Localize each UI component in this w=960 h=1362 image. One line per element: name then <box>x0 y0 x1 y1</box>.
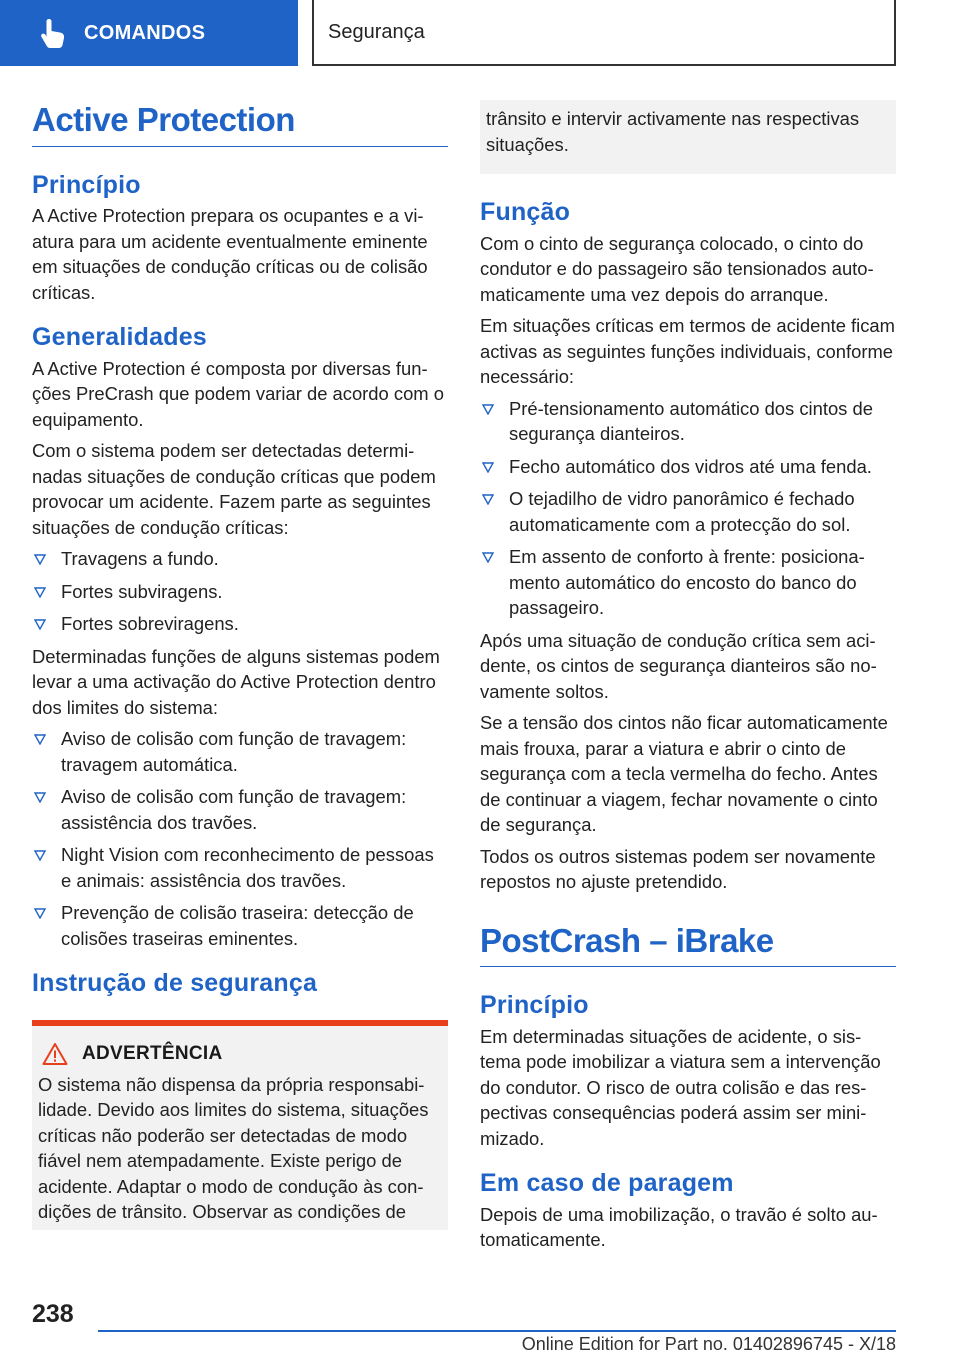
triangle-bullet-icon <box>34 734 46 745</box>
generalidades-paragraph-1: A Active Protection é composta por diversas funções PreCrash que podem variar de acordo com o equipamento. <box>32 357 444 430</box>
triangle-bullet-icon <box>34 554 46 565</box>
list-item: Fortes sobreviragens. <box>32 611 448 637</box>
list-item: Fecho automático dos vidros até uma fenda. <box>480 454 896 480</box>
warning-continuation <box>480 100 896 174</box>
footer-divider <box>98 1330 896 1332</box>
system-functions-list <box>32 726 448 951</box>
edition-note: Online Edition for Part no. 01402896745 - X/18 <box>521 1334 896 1354</box>
warning-box <box>32 1020 448 1230</box>
triangle-bullet-icon <box>34 908 46 919</box>
list-item: Travagens a fundo. <box>32 546 448 572</box>
list-item: Prevenção de colisão traseira: detecção de colisões traseiras eminentes. <box>32 900 448 951</box>
heading-generalidades: Generalidades <box>32 323 207 352</box>
triangle-bullet-icon <box>482 494 494 505</box>
section-title-postcrash: PostCrash – iBrake <box>480 921 896 968</box>
generalidades-paragraph-2: Com o sistema podem ser detectadas determinadas situações de condução críticas que podem provocar um acidente. Fazem parte as seguintes situações de condução críticas: <box>32 440 436 538</box>
funcao-paragraph-2: Em situações críticas em termos de acidente ficam activas as seguintes funções individuais, conforme necessário: <box>480 315 895 387</box>
list-item: Pré-tensionamento automático dos cintos de segurança dianteiros. <box>480 396 896 447</box>
left-column <box>32 100 448 1230</box>
warning-continued-text: trânsito e intervir activamente nas respectivas situações. <box>486 108 860 155</box>
chapter-tab <box>0 0 298 66</box>
warning-text: O sistema não dispensa da própria responsabilidade. Devido aos limites do sistema, situações críticas não poderão ser detectadas de modo fiável nem atempadamente. Existe perigo de acidente. Adaptar o modo de condução às condições de trânsito. Observar as condições de <box>38 1073 429 1223</box>
list-item: Night Vision com reconhecimento de pessoas e animais: assistência dos travões. <box>32 842 448 893</box>
heading-em-caso-de-paragem: Em caso de paragem <box>480 1169 734 1198</box>
warning-label: ADVERTÊNCIA <box>82 1042 223 1064</box>
individual-functions-list <box>480 396 896 621</box>
list-item: Aviso de colisão com função de travagem: travagem automática. <box>32 726 448 777</box>
section-header <box>312 0 896 66</box>
funcao-paragraph-1: Com o cinto de segurança colocado, o cinto do condutor e do passageiro são tensionados automaticamente uma vez depois do arranque. <box>480 232 874 305</box>
page-title: Active Protection <box>32 100 448 147</box>
warning-title <box>38 1042 440 1066</box>
list-item: Aviso de colisão com função de travagem: assistência dos travões. <box>32 784 448 835</box>
heading-postcrash-principio: Princípio <box>480 991 589 1020</box>
funcao-paragraph-5: Todos os outros sistemas podem ser novamente repostos no ajuste pretendido. <box>480 845 876 892</box>
triangle-bullet-icon <box>34 587 46 598</box>
heading-principio: Princípio <box>32 170 141 199</box>
triangle-bullet-icon <box>34 792 46 803</box>
chapter-label: COMANDOS <box>84 21 206 44</box>
principio-text: A Active Protection prepara os ocupantes e a viatura para um acidente eventualmente eminente em situações de condução críticas ou de colisão críticas. <box>32 205 428 303</box>
right-column <box>480 100 896 1259</box>
triangle-bullet-icon <box>482 552 494 563</box>
paragem-text: Depois de uma imobilização, o travão é solto automaticamente. <box>480 1203 878 1251</box>
critical-situations-list <box>32 546 448 637</box>
postcrash-principio-text: Em determinadas situações de acidente, o sistema pode imobilizar a viatura sem a intervenção do condutor. O risco de outra colisão e das respectivas consequências poderá assim ser minimizado. <box>480 1025 881 1149</box>
triangle-bullet-icon <box>34 850 46 861</box>
list-item: Fortes subviragens. <box>32 579 448 605</box>
section-label: Segurança <box>328 20 425 43</box>
page-number: 238 <box>32 1300 74 1328</box>
list-item: O tejadilho de vidro panorâmico é fechado automaticamente com a protecção do sol. <box>480 486 896 537</box>
generalidades-paragraph-3: Determinadas funções de alguns sistemas podem levar a uma activação do Active Protection dentro dos limites do sistema: <box>32 645 440 718</box>
triangle-bullet-icon <box>482 404 494 415</box>
funcao-paragraph-4: Se a tensão dos cintos não ficar automaticamente mais frouxa, parar a viatura e abrir o cinto de segurança com a tecla vermelha do fecho. Antes de continuar a viagem, fechar novamente o cinto de segurança. <box>480 712 888 835</box>
heading-safety-instruction: Instrução de segurança <box>32 969 318 998</box>
list-item: Em assento de conforto à frente: posicionamento automático do encosto do banco do passageiro. <box>480 544 896 621</box>
hand-pointer-icon <box>36 16 70 50</box>
funcao-paragraph-3: Após uma situação de condução crítica sem acidente, os cintos de segurança dianteiros são novamente soltos. <box>480 629 877 702</box>
triangle-bullet-icon <box>482 462 494 473</box>
heading-funcao: Função <box>480 198 571 226</box>
triangle-bullet-icon <box>34 619 46 630</box>
warning-triangle-icon <box>42 1042 68 1066</box>
